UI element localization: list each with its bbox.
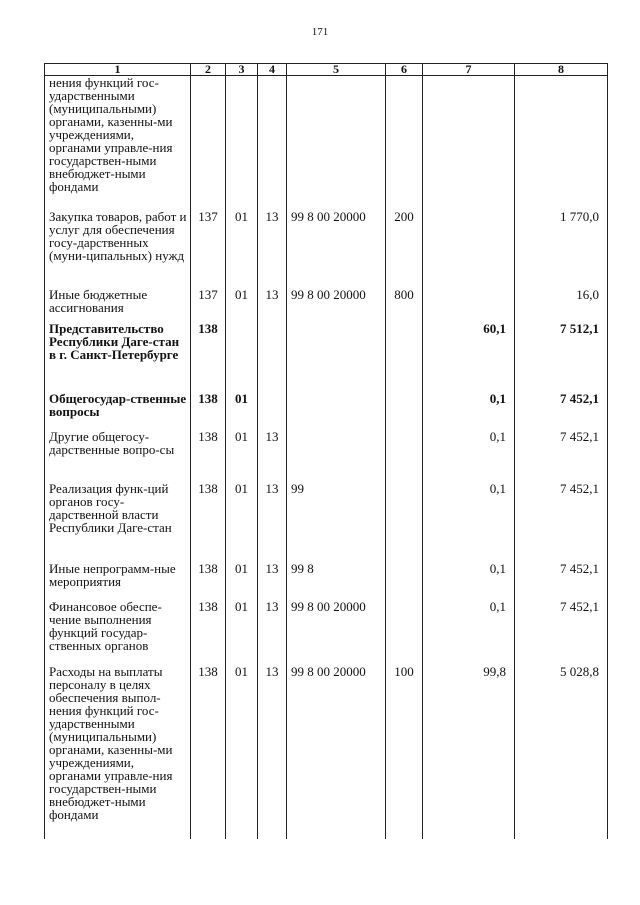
cell-c6: 200 bbox=[386, 198, 423, 276]
cell-c2 bbox=[191, 76, 226, 199]
cell-c5: 99 8 00 20000 bbox=[287, 592, 386, 657]
table-row bbox=[45, 198, 608, 276]
table-row bbox=[45, 554, 608, 592]
cell-c7: 99,8 bbox=[423, 657, 515, 839]
cell-c2: 138 bbox=[191, 384, 226, 422]
cell-c7: 0,1 bbox=[423, 384, 515, 422]
cell-c7 bbox=[423, 276, 515, 314]
cell-c4: 13 bbox=[258, 422, 287, 474]
cell-c5: 99 8 00 20000 bbox=[287, 276, 386, 314]
cell-c3: 01 bbox=[226, 592, 258, 657]
column-header: 7 bbox=[423, 64, 515, 76]
row-name: Финансовое обеспе-чение выполнения функций государ-ственных органов bbox=[45, 592, 191, 657]
page-number: 171 bbox=[311, 26, 329, 38]
cell-c8: 16,0 bbox=[515, 276, 608, 314]
cell-c7 bbox=[423, 76, 515, 199]
cell-c2: 138 bbox=[191, 422, 226, 474]
cell-c5 bbox=[287, 422, 386, 474]
header-row bbox=[45, 64, 608, 76]
column-header: 6 bbox=[386, 64, 423, 76]
cell-c7: 0,1 bbox=[423, 554, 515, 592]
cell-c8 bbox=[515, 76, 608, 199]
cell-c6 bbox=[386, 76, 423, 199]
cell-c4: 13 bbox=[258, 276, 287, 314]
cell-c2: 137 bbox=[191, 198, 226, 276]
cell-c2: 138 bbox=[191, 474, 226, 554]
cell-c2: 138 bbox=[191, 314, 226, 384]
row-name: Представительство Республики Даге-стан в г. Санкт-Петербурге bbox=[45, 314, 191, 384]
cell-c6: 800 bbox=[386, 276, 423, 314]
cell-c4: 13 bbox=[258, 657, 287, 839]
cell-c6 bbox=[386, 314, 423, 384]
cell-c7: 0,1 bbox=[423, 592, 515, 657]
budget-table bbox=[44, 63, 608, 839]
cell-c6 bbox=[386, 554, 423, 592]
cell-c8: 7 452,1 bbox=[515, 422, 608, 474]
cell-c6: 100 bbox=[386, 657, 423, 839]
column-header: 3 bbox=[226, 64, 258, 76]
table-row bbox=[45, 276, 608, 314]
cell-c5 bbox=[287, 314, 386, 384]
column-header: 1 bbox=[45, 64, 191, 76]
cell-c8: 5 028,8 bbox=[515, 657, 608, 839]
cell-c5 bbox=[287, 76, 386, 199]
row-name: Иные непрограмм-ные мероприятия bbox=[45, 554, 191, 592]
row-name: Реализация функ-ций органов госу-дарственной власти Республики Даге-стан bbox=[45, 474, 191, 554]
cell-c4: 13 bbox=[258, 198, 287, 276]
cell-c3: 01 bbox=[226, 554, 258, 592]
row-name: Другие общегосу-дарственные вопро-сы bbox=[45, 422, 191, 474]
table-row bbox=[45, 657, 608, 839]
cell-c8: 7 452,1 bbox=[515, 554, 608, 592]
cell-c3 bbox=[226, 314, 258, 384]
table-row bbox=[45, 76, 608, 199]
row-name: Закупка товаров, работ и услуг для обеспечения госу-дарственных (муни-ципальных) нужд bbox=[45, 198, 191, 276]
cell-c3 bbox=[226, 76, 258, 199]
column-header: 8 bbox=[515, 64, 608, 76]
cell-c2: 138 bbox=[191, 657, 226, 839]
cell-c5: 99 8 bbox=[287, 554, 386, 592]
cell-c7: 0,1 bbox=[423, 422, 515, 474]
cell-c8: 1 770,0 bbox=[515, 198, 608, 276]
row-name: Иные бюджетные ассигнования bbox=[45, 276, 191, 314]
cell-c8: 7 512,1 bbox=[515, 314, 608, 384]
cell-c5: 99 8 00 20000 bbox=[287, 657, 386, 839]
cell-c3: 01 bbox=[226, 422, 258, 474]
column-header: 5 bbox=[287, 64, 386, 76]
cell-c3: 01 bbox=[226, 474, 258, 554]
cell-c3: 01 bbox=[226, 276, 258, 314]
cell-c8: 7 452,1 bbox=[515, 592, 608, 657]
table-row bbox=[45, 422, 608, 474]
cell-c8: 7 452,1 bbox=[515, 474, 608, 554]
table-row bbox=[45, 592, 608, 657]
cell-c4 bbox=[258, 384, 287, 422]
cell-c3: 01 bbox=[226, 198, 258, 276]
cell-c6 bbox=[386, 422, 423, 474]
cell-c4 bbox=[258, 314, 287, 384]
row-name: нения функций гос-ударственными (муниципальными) органами, казенны-ми учреждениями, органами управле-ния государствен-ными внебюджет-ными фондами bbox=[45, 76, 191, 199]
table-row bbox=[45, 474, 608, 554]
cell-c4: 13 bbox=[258, 554, 287, 592]
cell-c6 bbox=[386, 474, 423, 554]
cell-c4: 13 bbox=[258, 474, 287, 554]
cell-c3: 01 bbox=[226, 657, 258, 839]
cell-c8: 7 452,1 bbox=[515, 384, 608, 422]
cell-c2: 137 bbox=[191, 276, 226, 314]
table-row bbox=[45, 314, 608, 384]
column-header: 2 bbox=[191, 64, 226, 76]
table-row bbox=[45, 384, 608, 422]
column-header: 4 bbox=[258, 64, 287, 76]
cell-c4 bbox=[258, 76, 287, 199]
cell-c2: 138 bbox=[191, 592, 226, 657]
cell-c6 bbox=[386, 592, 423, 657]
cell-c7: 60,1 bbox=[423, 314, 515, 384]
cell-c5: 99 8 00 20000 bbox=[287, 198, 386, 276]
cell-c7 bbox=[423, 198, 515, 276]
cell-c6 bbox=[386, 384, 423, 422]
cell-c3: 01 bbox=[226, 384, 258, 422]
cell-c4: 13 bbox=[258, 592, 287, 657]
cell-c5 bbox=[287, 384, 386, 422]
cell-c2: 138 bbox=[191, 554, 226, 592]
row-name: Общегосудар-ственные вопросы bbox=[45, 384, 191, 422]
table-body bbox=[45, 76, 608, 840]
cell-c7: 0,1 bbox=[423, 474, 515, 554]
cell-c5: 99 bbox=[287, 474, 386, 554]
row-name: Расходы на выплаты персоналу в целях обеспечения выпол-нения функций гос-ударственными (муниципальными) органами, казенны-ми учреждениями, органами управле-ния государствен-ными внебюджет-ными фондами bbox=[45, 657, 191, 839]
